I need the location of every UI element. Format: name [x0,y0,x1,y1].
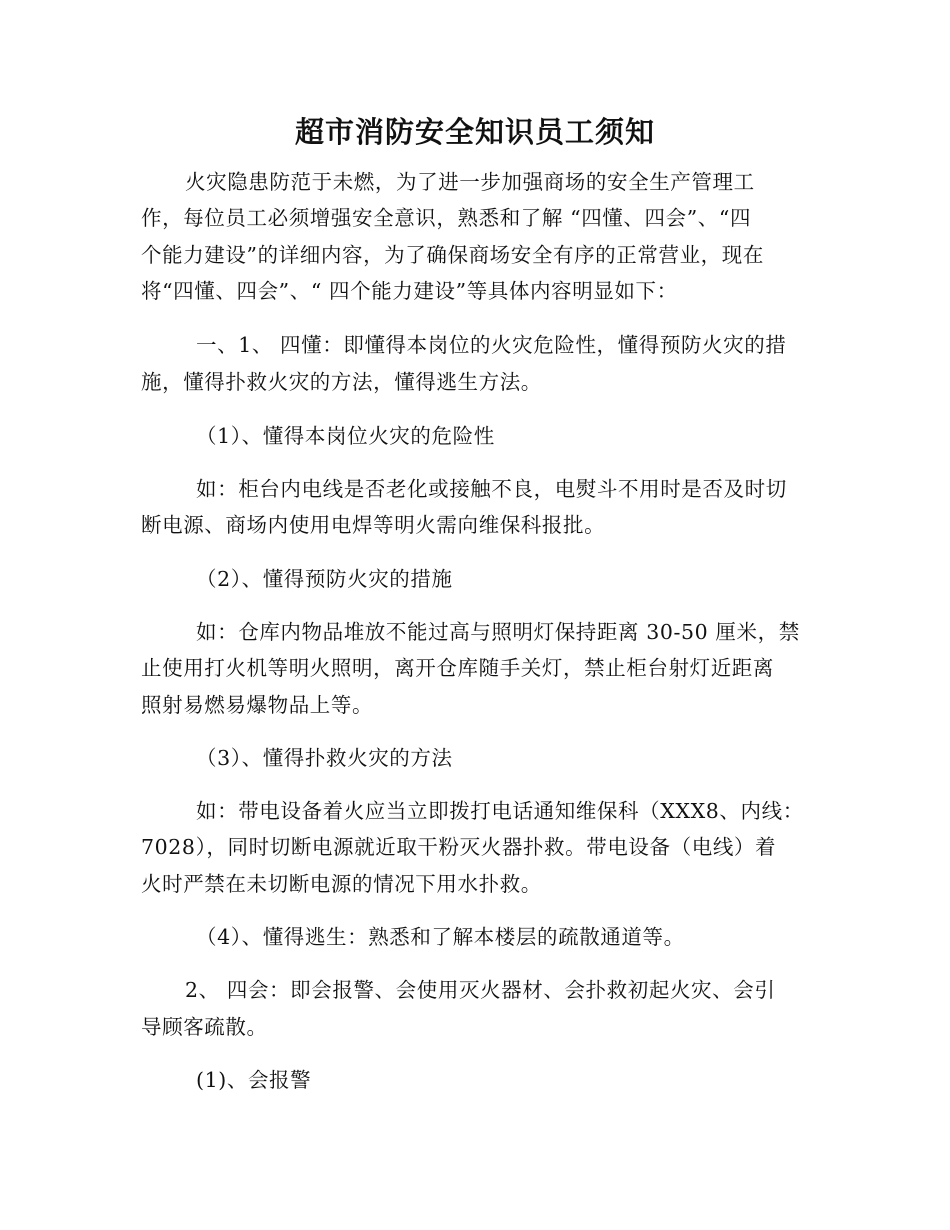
item3-body-line: 7028），同时切断电源就近取干粉灭火器扑救。带电设备（电线）着 [141,835,777,859]
item2-heading: （2）、懂得预防火灾的措施 [196,567,453,591]
item2-body-line: 止使用打火机等明火照明，离开仓库随手关灯，禁止柜台射灯近距离 [141,656,774,680]
section1-line: 施，懂得扑救火灾的方法，懂得逃生方法。 [141,370,542,394]
sub1-heading: (1)、会报警 [196,1068,312,1092]
item2-body-line: 照射易燃易爆物品上等。 [141,693,374,717]
item1-body-line: 如：柜台内电线是否老化或接触不良，电熨斗不用时是否及时切 [196,477,787,501]
item3-body-line: 如：带电设备着火应当立即拨打电话通知维保科（XXX8、内线： [196,799,804,823]
item1-heading: （1）、懂得本岗位火灾的危险性 [196,424,495,448]
intro-line: 作，每位员工必须增强安全意识，熟悉和了解 “四懂、四会”、“四 [141,206,752,230]
item1-body-line: 断电源、商场内使用电焊等明火需向维保科报批。 [141,513,606,537]
item3-heading: （3）、懂得扑救火灾的方法 [196,746,453,770]
section1-line: 一、1、 四懂：即懂得本岗位的火灾危险性，懂得预防火灾的措 [196,333,787,357]
section2-line: 2、 四会：即会报警、会使用灭火器材、会扑救初起火灾、会引 [185,978,776,1002]
item2-body-line: 如：仓库内物品堆放不能过高与照明灯保持距离 30-50 厘米，禁 [196,620,800,644]
item4-heading: （4）、懂得逃生：熟悉和了解本楼层的疏散通道等。 [196,925,685,949]
intro-line: 个能力建设”的详细内容，为了确保商场安全有序的正常营业，现在 [141,243,764,267]
document-title: 超市消防安全知识员工须知 [294,115,655,149]
item3-body-line: 火时严禁在未切断电源的情况下用水扑救。 [141,872,542,896]
intro-line: 将“四懂、四会”、“ 四个能力建设”等具体内容明显如下： [141,279,678,303]
section2-line: 导顾客疏散。 [141,1015,268,1039]
intro-line: 火灾隐患防范于未燃，为了进一步加强商场的安全生产管理工 [185,170,755,194]
